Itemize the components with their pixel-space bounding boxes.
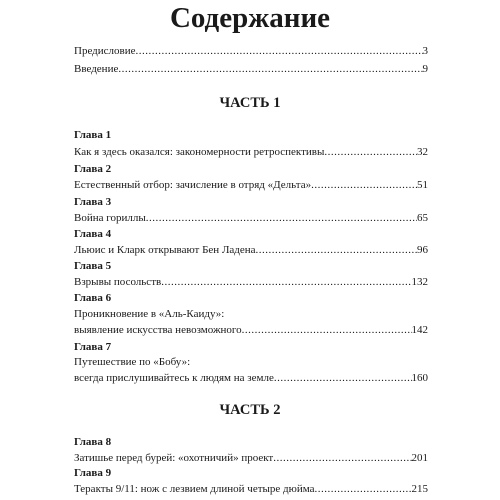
entry-text: Льюис и Кларк открывают Бен Ладена <box>74 244 256 256</box>
toc-entry-chapter-1[interactable] <box>74 143 428 161</box>
leader-dots <box>118 60 422 78</box>
toc-entry-chapter-7[interactable] <box>74 369 428 387</box>
entry-text: Как я здесь оказался: закономерности ретроспективы <box>74 146 325 158</box>
toc-entry-chapter-9[interactable] <box>74 480 428 498</box>
chapter-3-label: Глава 3 <box>74 196 112 208</box>
leader-dots <box>324 143 417 161</box>
entry-text: Предисловие <box>74 45 136 57</box>
chapter-6-label: Глава 6 <box>74 292 112 304</box>
entry-text: Затишье перед бурей: «охотничий» проект <box>74 452 274 464</box>
chapter-9-label: Глава 9 <box>74 467 112 479</box>
entry-page: 3 <box>422 45 428 57</box>
leader-dots <box>311 176 417 194</box>
leader-dots <box>136 42 423 60</box>
entry-page: 9 <box>422 63 428 75</box>
leader-dots <box>315 480 412 498</box>
toc-entry-introduction[interactable] <box>74 60 428 78</box>
entry-page: 132 <box>411 276 428 288</box>
entry-page: 96 <box>417 244 428 256</box>
chapter-5-label: Глава 5 <box>74 260 112 272</box>
page-title: Содержание <box>169 2 331 34</box>
chapter-7-title-line-1: Путешествие по «Бобу»: <box>74 356 191 368</box>
entry-page: 32 <box>417 146 428 158</box>
entry-page: 215 <box>411 483 428 495</box>
chapter-1-label: Глава 1 <box>74 129 112 141</box>
chapter-8-label: Глава 8 <box>74 436 112 448</box>
chapter-6-title-line-1: Проникновение в «Аль-Каиду»: <box>74 308 225 320</box>
toc-entry-chapter-6[interactable] <box>74 321 428 339</box>
entry-text: выявление искусства невозможного <box>74 324 242 336</box>
entry-text: Взрывы посольств <box>74 276 162 288</box>
entry-page: 51 <box>417 179 428 191</box>
leader-dots <box>242 321 412 339</box>
chapter-2-label: Глава 2 <box>74 163 112 175</box>
chapter-7-label: Глава 7 <box>74 341 112 353</box>
toc-entry-chapter-2[interactable] <box>74 176 428 194</box>
toc-entry-preface[interactable] <box>74 42 428 60</box>
entry-text: Теракты 9/11: нож с лезвием длиной четыре дюйма <box>74 483 315 495</box>
entry-page: 160 <box>411 372 428 384</box>
chapter-4-label: Глава 4 <box>74 228 112 240</box>
entry-page: 65 <box>417 212 428 224</box>
part-1-title: ЧАСТЬ 1 <box>219 95 281 111</box>
entry-page: 201 <box>411 452 428 464</box>
entry-page: 142 <box>411 324 428 336</box>
leader-dots <box>274 369 412 387</box>
entry-text: Война гориллы <box>74 212 146 224</box>
part-2-title: ЧАСТЬ 2 <box>219 402 281 418</box>
entry-text: Естественный отбор: зачисление в отряд «Дельта» <box>74 179 312 191</box>
entry-text: всегда прислушивайтесь к людям на земле <box>74 372 274 384</box>
entry-text: Введение <box>74 63 119 75</box>
